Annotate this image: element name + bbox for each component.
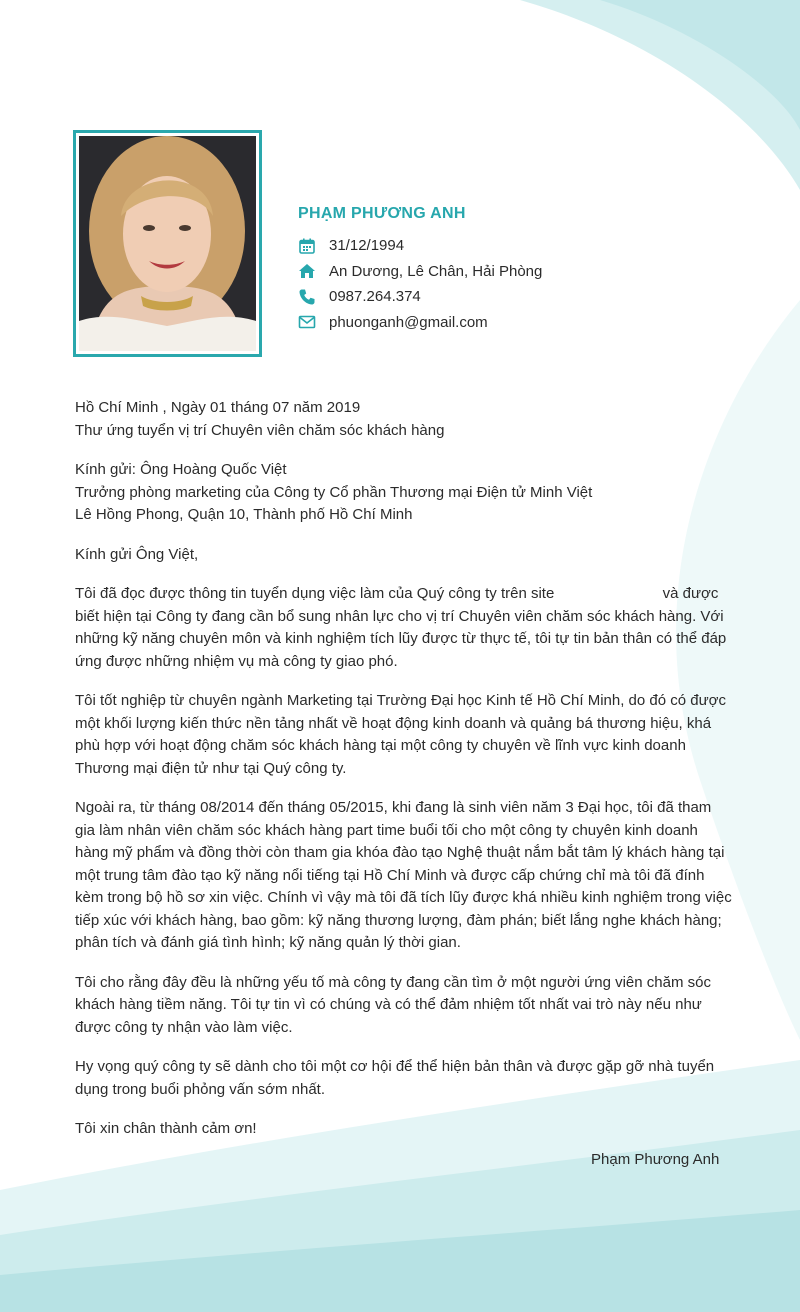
profile-photo: [73, 130, 262, 357]
letter-body: [75, 397, 735, 1141]
phone-text: 0987.264.374: [329, 288, 421, 306]
recipient-address: Lê Hồng Phong, Quận 10, Thành phố Hồ Chí Minh: [75, 506, 413, 523]
birthdate-row: [298, 233, 542, 259]
paragraph-5: Hy vọng quý công ty sẽ dành cho tôi một cơ hội để thể hiện bản thân và được gặp gỡ nhà tuyển dụng trong buổi phỏng vấn sớm nhất.: [75, 1058, 715, 1098]
calendar-icon: [298, 237, 316, 255]
recipient-line: Kính gửi: Ông Hoàng Quốc Việt: [75, 461, 287, 478]
closing: Tôi xin chân thành cảm ơn!: [75, 1120, 257, 1137]
candidate-name: PHẠM PHƯƠNG ANH: [298, 205, 466, 222]
portrait-image: [79, 136, 256, 351]
email-text: phuonganh@gmail.com: [329, 313, 488, 331]
mail-icon: [298, 313, 316, 331]
greeting: Kính gửi Ông Việt,: [75, 545, 199, 563]
phone-icon: [298, 288, 316, 306]
place-date: Hồ Chí Minh , Ngày 01 tháng 07 năm 2019: [75, 399, 361, 416]
paragraph-2: Tôi tốt nghiệp từ chuyên ngành Marketing tại Trường Đại học Kinh tế Hồ Chí Minh, do đó có được một khối lượng kiến thức nền tảng nhất về hoạt động kinh doanh và quảng bá thương hiệu, khá phù hợp với hoạt động chăm sóc khách hàng tại một công ty chuyên về lĩnh vực kinh doanh Thương mại điện tử như tại Quý công ty.: [75, 692, 726, 777]
contact-info: [298, 233, 542, 335]
birthdate-text: 31/12/1994: [329, 237, 405, 255]
address-text: An Dương, Lê Chân, Hải Phòng: [329, 262, 543, 280]
email-row: [298, 310, 542, 336]
paragraph-1: Tôi đã đọc được thông tin tuyển dụng việc làm của Quý công ty trên site và được biết hiện tại Công ty đang cần bổ sung nhân lực cho vị trí Chuyên viên chăm sóc khách hàng. Với những kỹ năng chuyên môn và kinh nghiệm tích lũy được từ thực tế, tôi tự tin bản thân có thể đáp ứng được những nhiệm vụ mà công ty giao phó.: [75, 585, 731, 670]
subject-line: Thư ứng tuyển vị trí Chuyên viên chăm sóc khách hàng: [75, 421, 445, 439]
recipient-title: Trưởng phòng marketing của Công ty Cổ phần Thương mại Điện tử Minh Việt: [75, 483, 593, 501]
phone-row: [298, 284, 542, 310]
address-row: [298, 259, 542, 285]
paragraph-3: Ngoài ra, từ tháng 08/2014 đến tháng 05/2015, khi đang là sinh viên năm 3 Đại học, tôi đã tham gia làm nhân viên chăm sóc khách hàng part time buổi tối cho một công ty chuyên kinh doanh hàng mỹ phẩm và đồng thời còn tham gia khóa đào tạo Nghệ thuật nắm bắt tâm lý khách hàng tại một trung tâm đào tạo kỹ năng nổi tiếng tại Hồ Chí Minh và được cấp chứng chỉ mà tôi đã đính kèm trong bộ hồ sơ xin việc. Chính vì vậy mà tôi đã tích lũy được khá nhiều kinh nghiệm trong việc tiếp xúc với khách hàng, bao gồm: kỹ năng thương lượng, đàm phán; biết lắng nghe khách hàng; phân tích và đánh giá tình hình; kỹ năng quản lý thời gian.: [75, 799, 732, 951]
paragraph-4: Tôi cho rằng đây đều là những yếu tố mà công ty đang cần tìm ở một người ứng viên chăm sóc khách hàng tiềm năng. Tôi tự tin vì có chúng và có thể đảm nhiệm tốt nhất vai trò này nếu như được công ty nhận vào làm việc.: [75, 973, 711, 1036]
home-icon: [298, 262, 316, 280]
signature-name: Phạm Phương Anh: [591, 1151, 720, 1168]
